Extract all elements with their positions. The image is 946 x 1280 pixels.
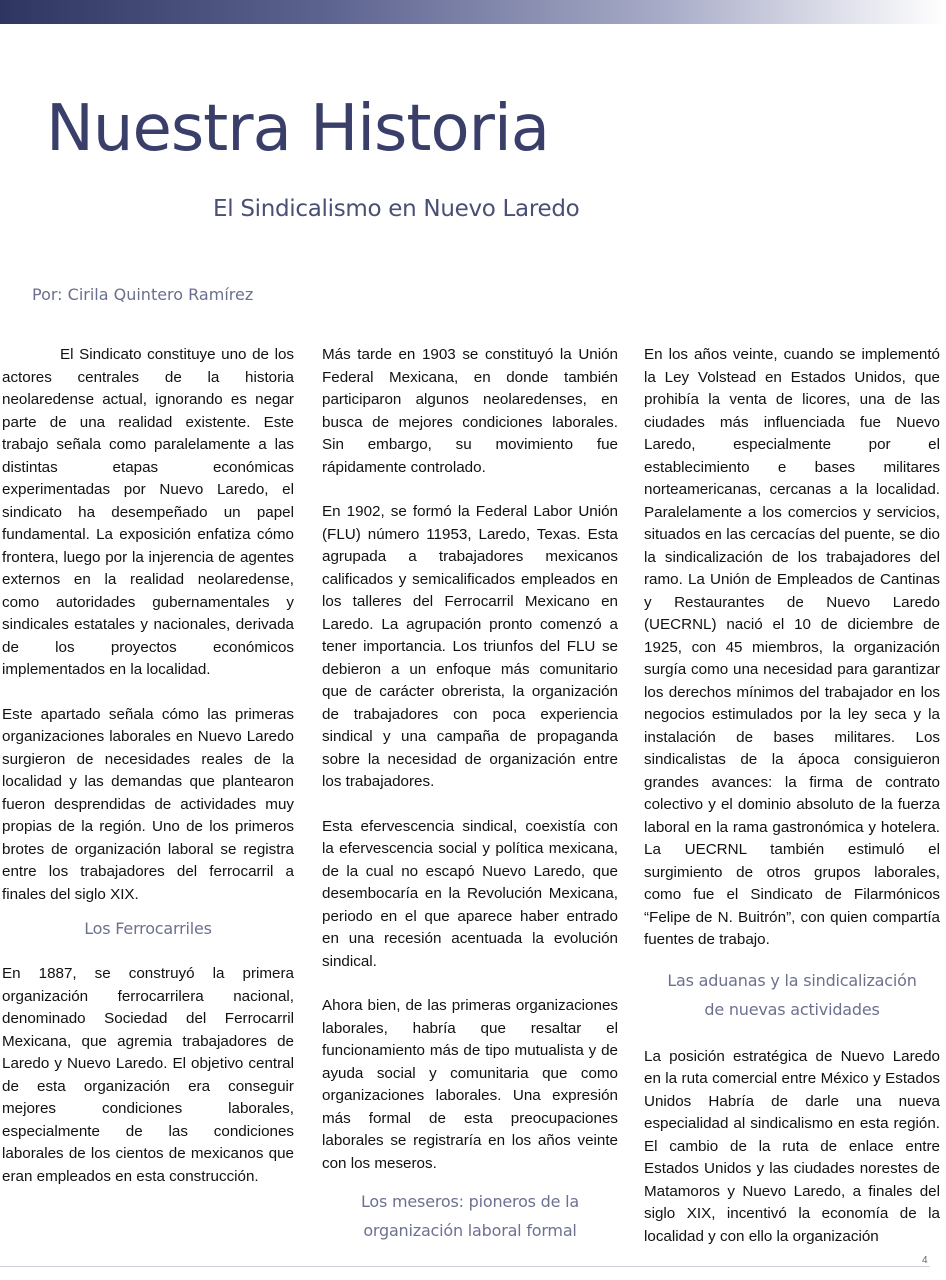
column-2 (322, 344, 618, 1245)
section-heading-aduanas (644, 966, 940, 1024)
section-heading-ferrocarriles: Los Ferrocarriles (84, 919, 212, 938)
author-byline: Por: Cirila Quintero Ramírez (32, 285, 254, 304)
heading-line: Los meseros: pioneros de la (360, 1192, 580, 1211)
paragraph: En 1902, se formó la Federal Labor Unión (FLU) número 11953, Laredo, Texas. Esta agrupada a trabajadores mexicanos calificados y semicalificados empleados en los talleres del Ferrocarril Mexicano en Laredo. La agrupación pronto comenzó a tener importancia. Los triunfos del FLU se debieron a un enfoque más comunitario que de carácter obrerista, la organización de trabajadores con poca experiencia sindical y una campaña de propaganda sobre la necesidad de organización entre los trabajadores. (322, 503, 618, 790)
section-heading-meseros (322, 1187, 618, 1245)
paragraph: Esta efervescencia sindical, coexistía con la efervescencia social y política mexicana, de la cual no escapó Nuevo Laredo, que desembocaría en la Revolución Mexicana, periodo en el que aparece haber entrado en una recesión acentuada la evolución sindical. (322, 817, 618, 970)
page-subtitle: El Sindicalismo en Nuevo Laredo (213, 196, 580, 222)
paragraph: Este apartado señala cómo las primeras organizaciones laborales en Nuevo Laredo surgieron de necesidades reales de la localidad y las demandas que plantearon fueron desprendidas de actividades muy propias de la región. Uno de los primeros brotes de organización laboral se registra entre los trabajadores del ferrocarril a finales del siglo XIX. (2, 705, 294, 903)
paragraph: El Sindicato constituye uno de los actores centrales de la historia neolaredense actual, ignorando es negar parte de una realidad existente. Este trabajo señala como paralelamente a las distintas etapas económicas experimentadas por Nuevo Laredo, el sindicato ha desempeñado un papel fundamental. La exposición enfatiza cómo frontera, luego por la injerencia de agentes externos en la realidad neolaredense, como autoridades gubernamentales y sindicales estatales y nacionales, derivada de los proyectos económicos implementados en la localidad. (2, 346, 294, 678)
paragraph: Ahora bien, de las primeras organizaciones laborales, habría que resaltar el funcionamiento más de tipo mutualista y de ayuda social y comunitaria que como organizaciones laborales. Una expresión más formal de esta preocupaciones laborales se registraría en los años veinte con los meseros. (322, 997, 618, 1172)
column-3 (644, 344, 940, 1248)
page-number: 4 (922, 1255, 928, 1266)
top-gradient-bar (0, 0, 946, 24)
paragraph: Más tarde en 1903 se constituyó la Unión Federal Mexicana, en donde también participaron algunos neolaredenses, en busca de mejores condiciones laborales. Sin embargo, su movimiento fue rápidamente controlado. (322, 346, 618, 476)
footer-rule (0, 1266, 930, 1267)
paragraph: En los años veinte, cuando se implementó la Ley Volstead en Estados Unidos, que prohibía la venta de licores, una de las ciudades más influenciada fue Nuevo Laredo, especialmente por el establecimiento e bases militares norteamericanas, cercanas a la localidad. Paralelamente a los comercios y servicios, situados en las cercacías del puente, se dio la sindicalización de los trabajadores del ramo. La Unión de Empleados de Cantinas y Restaurantes de Nuevo Laredo (UECRNL) nació el 10 de diciembre de 1925, con 45 miembros, la organización surgía como una necesidad para garantizar los derechos mínimos del trabajador en los negocios estimulados por la ley seca y la instalación de bases militares. Los sindicalistas de la ápoca consiguieron grandes avances: la firma de contrato colectivo y el dominio absoluto de la fuerza laboral en la rama gastronómica y hotelera. La UECRNL también estimuló el surgimiento de otros grupos laborales, como fue el Sindicato de Filarmónicos “Felipe de N. Buitrón”, con quien compartía fuentes de trabajo. (644, 346, 940, 948)
heading-line: Las aduanas y la sindicalización (667, 970, 917, 990)
paragraph: En 1887, se construyó la primera organización ferrocarrilera nacional, denominado Sociedad del Ferrocarril Mexicana, que agremia trabajadores de Laredo y Nuevo Laredo. El objetivo central de esta organización era conseguir mejores condiciones laborales, especialmente de las condiciones laborales de los cientos de mexicanos que eran empleados en esta construcción. (2, 965, 294, 1185)
paragraph: La posición estratégica de Nuevo Laredo en la ruta comercial entre México y Estados Unidos Habría de darle una nueva especialidad al sindicalismo en esta región. El cambio de la ruta de enlace entre Estados Unidos y las ciudades norestes de Matamoros y Nuevo Laredo, a finales del siglo XIX, incentivó la economía de la localidad y con ello la organización (644, 1047, 940, 1245)
column-1 (2, 344, 294, 1188)
heading-line: organización laboral formal (363, 1221, 577, 1240)
page-title: Nuestra Historia (46, 92, 549, 166)
heading-line: de nuevas actividades (704, 999, 880, 1019)
